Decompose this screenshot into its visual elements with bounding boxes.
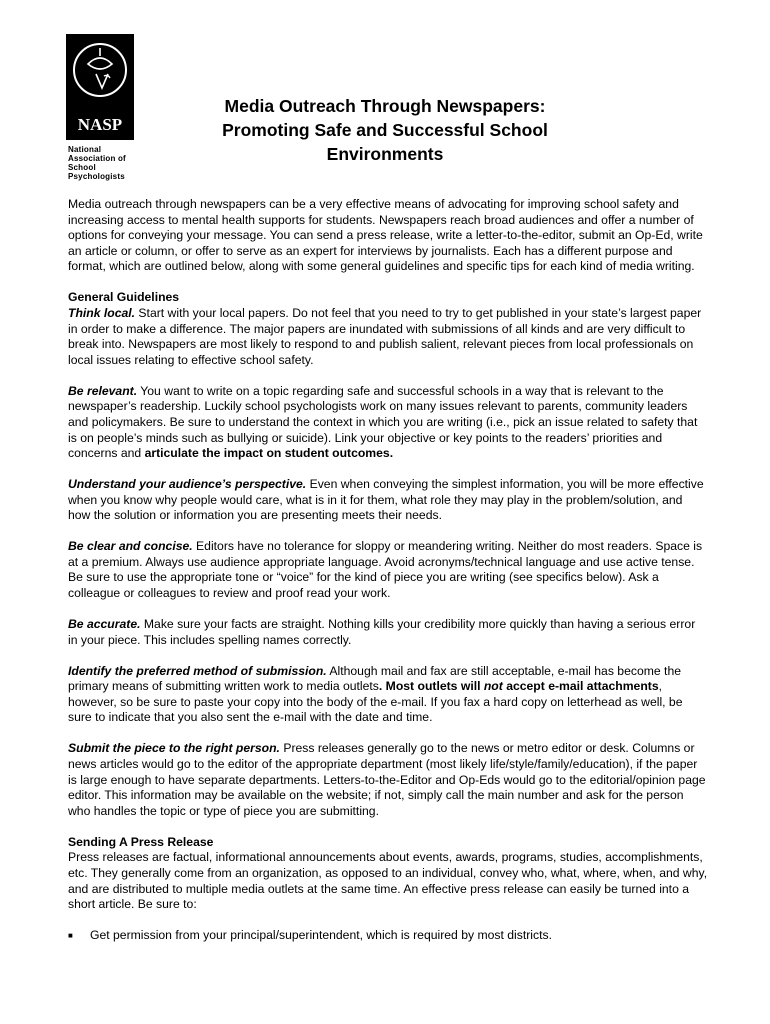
audience-lead: Understand your audience’s perspective. bbox=[68, 477, 307, 492]
document-body bbox=[68, 197, 708, 944]
submission-method-bold: . Most outlets will bbox=[378, 679, 484, 694]
title-line: Environments bbox=[326, 144, 444, 164]
org-line: National bbox=[68, 145, 102, 154]
svg-text:NASP: NASP bbox=[77, 115, 123, 134]
be-relevant-text: You want to write on a topic regarding safe and successful schools in a way that is relevant to the newspaper’s readership. Luckily school psychologists work on many issues relevant to parents, community leaders and policymakers. Be sure to understand the context in which you are writing (i.e., pick an issue related to safety that is on people’s minds such as bullying or suicide). Link your objective or key points to the readers’ priorities and concerns and bbox=[68, 383, 698, 461]
submission-method-text-2: , however, so be sure to paste your copy into the body of the e-mail. If you fax a hard copy on letterhead as well, be sure to indicate that you also sent the e-mail with the date and time. bbox=[68, 679, 683, 725]
nasp-emblem-icon bbox=[66, 34, 134, 140]
right-person-paragraph bbox=[68, 741, 708, 819]
submission-method-paragraph bbox=[68, 664, 708, 726]
be-relevant-bold: articulate the impact on student outcomes. bbox=[144, 446, 394, 461]
intro-paragraph: Media outreach through newspapers can be a very effective means of advocating for improving school safety and increasing access to mental health supports for students. Newspapers reach broad audiences and offer a number of options for conveying your message. You can send a press release, write a letter-to-the-editor, submit an Op-Ed, write an article or column, or offer to serve as an expert for interviews by journalists. Each has a different purpose and format, which are outlined below, along with some general guidelines and specific tips for each kind of media writing. bbox=[68, 197, 703, 274]
list-item bbox=[68, 928, 708, 944]
org-line: Psychologists bbox=[68, 172, 125, 181]
submission-method-bold-2: accept e-mail attachments bbox=[502, 679, 659, 694]
bullet-icon: ■ bbox=[68, 931, 73, 941]
submission-method-bold-italic: not bbox=[483, 679, 503, 694]
general-guidelines-heading: General Guidelines bbox=[68, 290, 180, 305]
audience-text: Even when conveying the simplest information, you will be more effective when you know why people would care, what is in it for them, what role they may play in the problem/solution, and how the solution or information you are presenting meets their needs. bbox=[68, 477, 704, 523]
clear-concise-text: Editors have no tolerance for sloppy or meandering writing. Neither do most readers. Space is at a premium. Always use audience appropriate language. Avoid acronyms/technical language and use active tense. Be sure to use the appropriate tone or “voice” for the kind of piece you are writing (see specifics below). Ask a colleague or colleagues to review and proof read your work. bbox=[68, 539, 703, 601]
be-relevant-paragraph bbox=[68, 384, 708, 462]
org-line: School bbox=[68, 163, 96, 172]
title-line: Media Outreach Through Newspapers: bbox=[224, 96, 546, 116]
press-release-paragraph bbox=[68, 835, 708, 913]
submission-method-lead: Identify the preferred method of submission. bbox=[68, 663, 327, 678]
think-local-lead: Think local. bbox=[68, 305, 136, 320]
nasp-logo bbox=[66, 34, 134, 140]
organization-name bbox=[68, 145, 126, 181]
think-local-paragraph bbox=[68, 290, 708, 368]
be-accurate-text: Make sure your facts are straight. Nothing kills your credibility more quickly than having a serious error in your piece. This includes spelling names correctly. bbox=[68, 617, 696, 647]
document-title bbox=[170, 94, 600, 166]
clear-concise-paragraph bbox=[68, 539, 708, 601]
be-accurate-lead: Be accurate. bbox=[68, 617, 141, 632]
think-local-text: Start with your local papers. Do not feel that you need to try to get published in your state’s largest paper in order to make a difference. The major papers are inundated with submissions of all kinds and are very difficult to break into. Newspapers are most likely to respond to and publish salient, relevant pieces from local professionals on local issues relating to effective school safety. bbox=[68, 305, 702, 367]
be-accurate-paragraph bbox=[68, 617, 708, 648]
title-line: Promoting Safe and Successful School bbox=[222, 120, 548, 140]
be-relevant-lead: Be relevant. bbox=[68, 383, 138, 398]
audience-paragraph bbox=[68, 477, 708, 524]
org-line: Association of bbox=[68, 154, 126, 163]
right-person-text: Press releases generally go to the news or metro editor or desk. Columns or news articles would go to the editor of the appropriate department (most likely life/style/family/education), if the paper is large enough to have separate departments. Letters-to-the-Editor and Op-Eds would go to the editorial/opinion page editor. This information may be available on the website; if not, simply call the main number and ask for the person who handles the topic or type of piece you are submitting. bbox=[68, 741, 706, 818]
list-item-text: Get permission from your principal/superintendent, which is required by most districts. bbox=[90, 928, 552, 943]
right-person-lead: Submit the piece to the right person. bbox=[68, 741, 280, 756]
clear-concise-lead: Be clear and concise. bbox=[68, 539, 193, 554]
press-release-text: Press releases are factual, informational announcements about events, awards, programs, studies, accomplishments, etc. They generally come from an organization, as opposed to an individual, convey who, what, where, when, and why, and are distributed to multiple media outlets at the same time. An effective press release can easily be turned into a short article. Be sure to: bbox=[68, 850, 708, 912]
submission-method-text: Although mail and fax are still acceptable, e-mail has become the primary means of submitting written work to media outlets bbox=[68, 663, 681, 694]
press-release-list bbox=[68, 928, 708, 944]
press-release-heading: Sending A Press Release bbox=[68, 834, 214, 849]
